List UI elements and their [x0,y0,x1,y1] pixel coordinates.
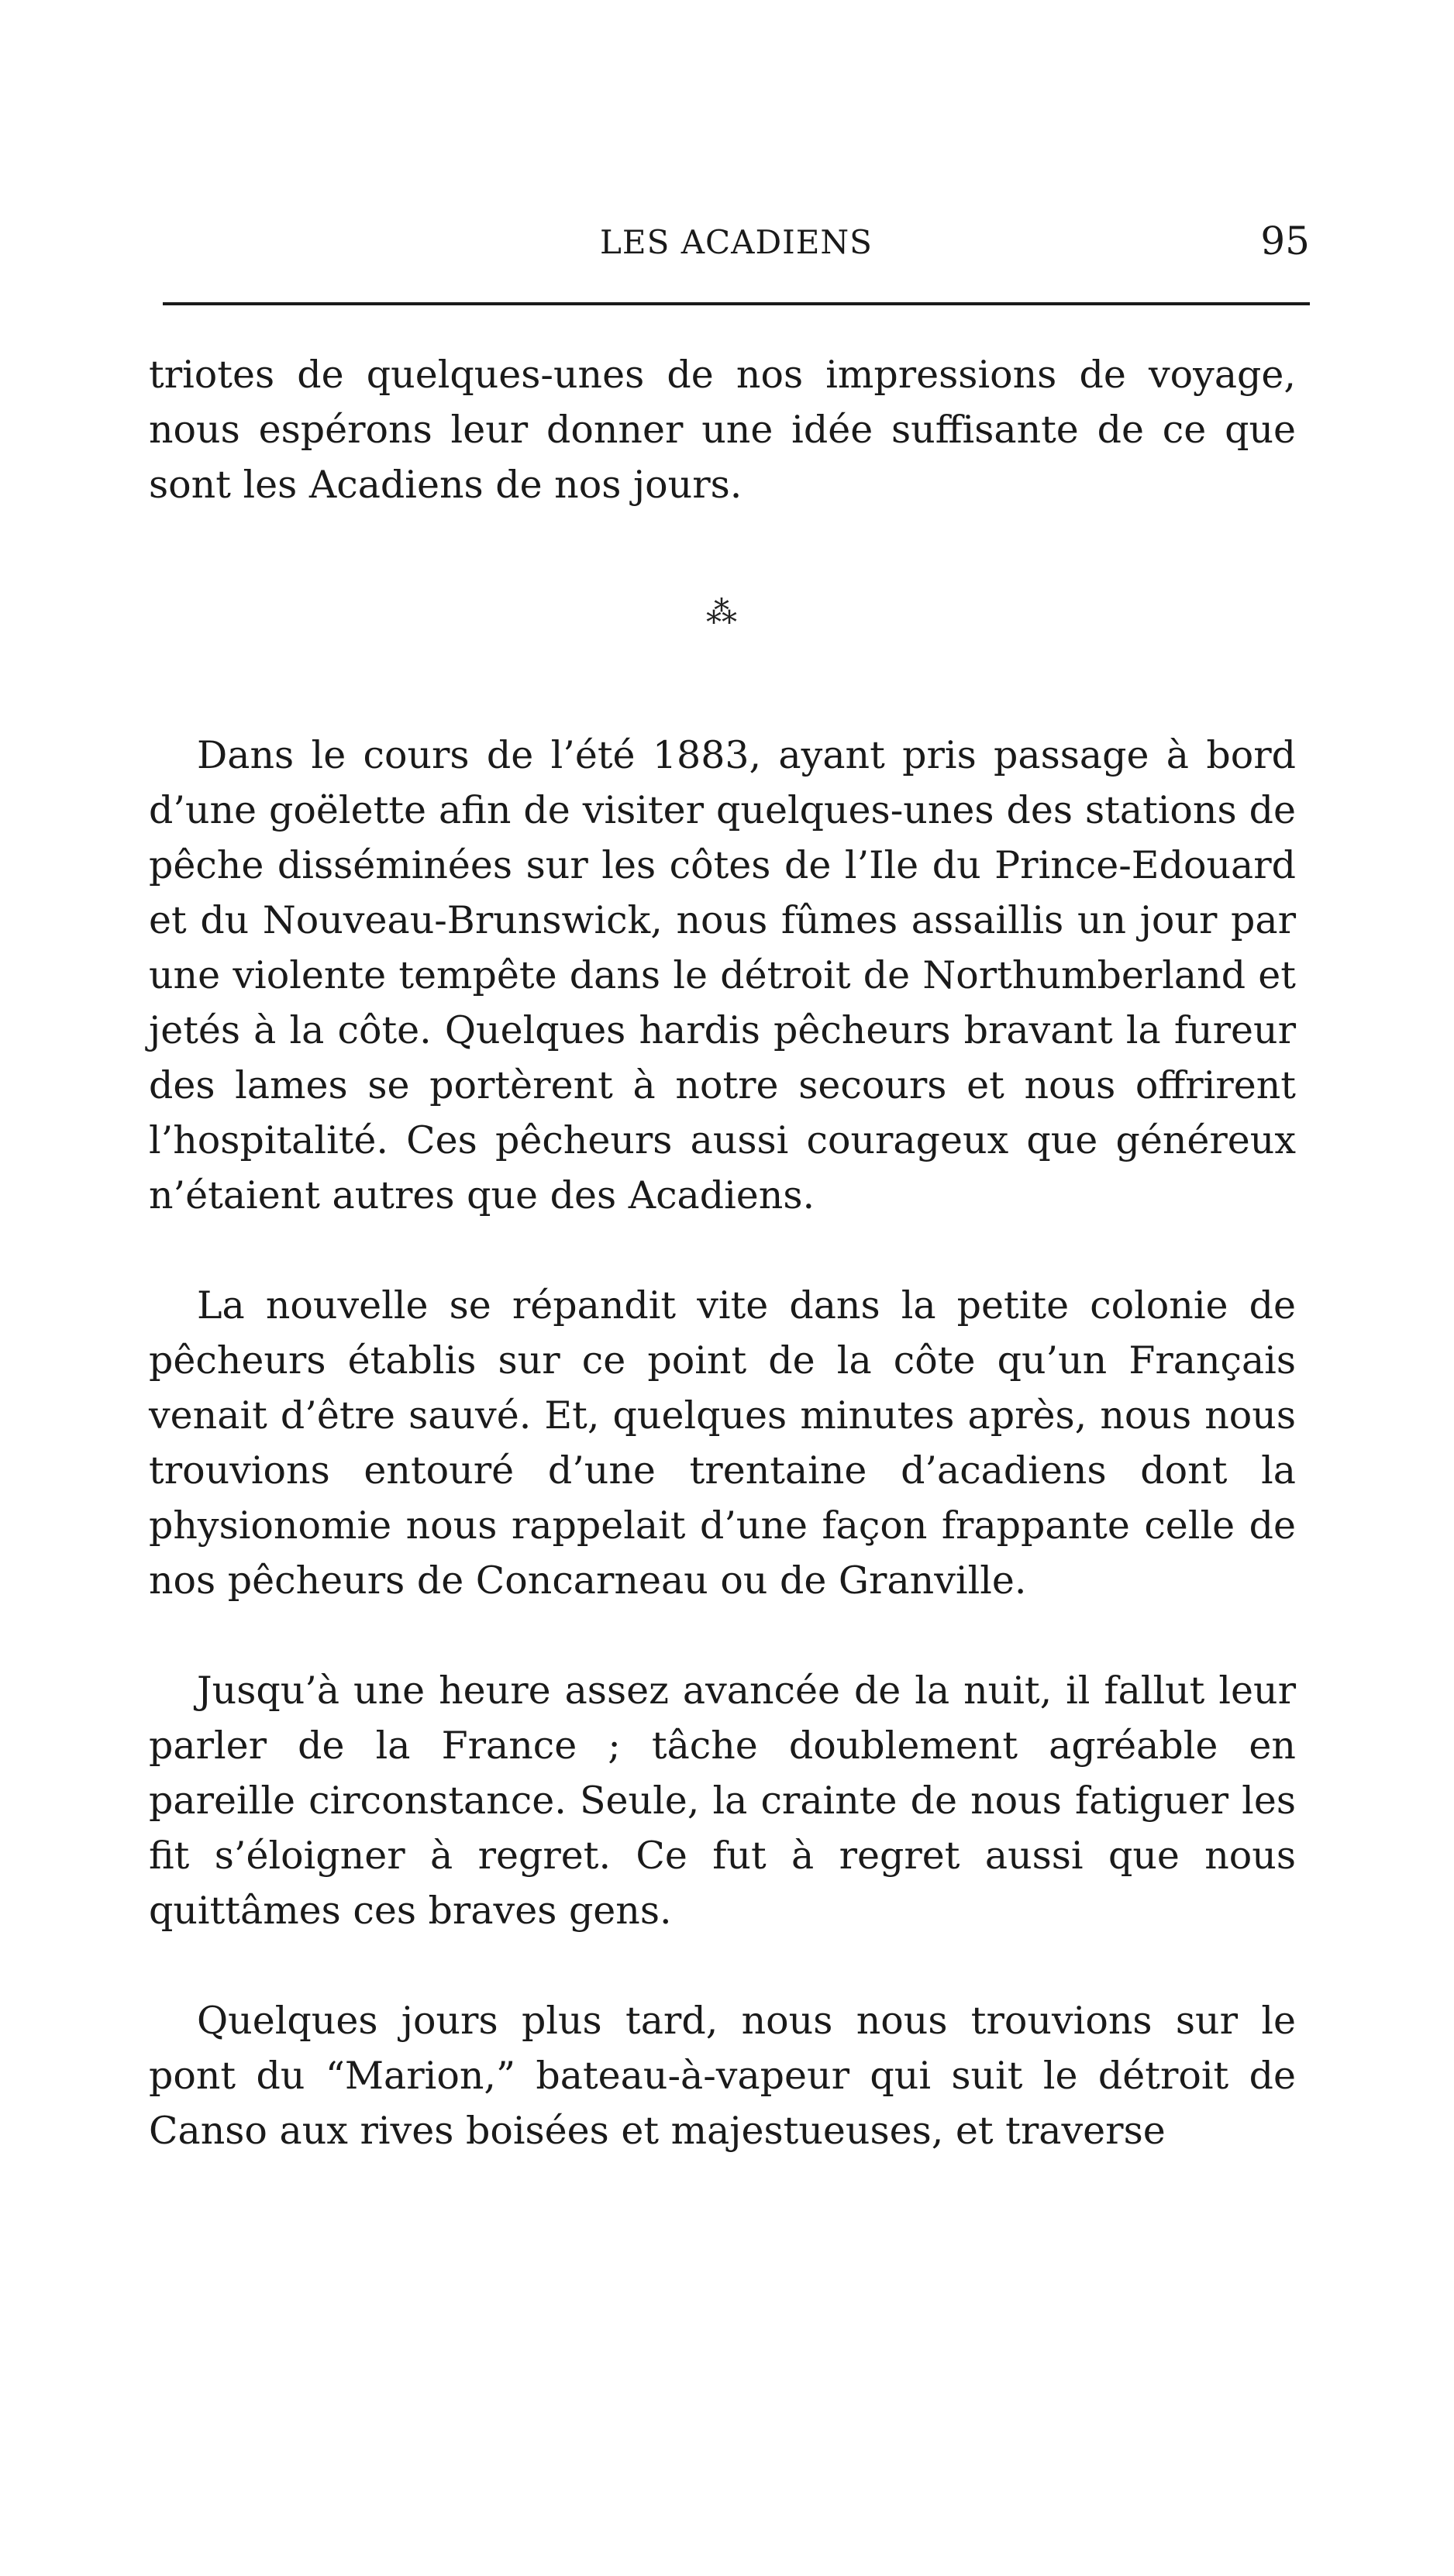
spacer [149,636,1296,728]
paragraph: La nouvelle se répandit vite dans la petite colonie de pêcheurs établis sur ce point de la côte qu’un Français venait d’être sauvé. Et, quelques minutes après, nous nous trouvions entouré d’une trentaine d’acadiens dont la physionomie nous rappelait d’une façon frappante celle de nos pêcheurs de Concarneau ou de Granville. [149,1283,1296,1603]
spacer [149,1938,1296,1993]
header-rule [163,302,1310,305]
paragraph-continuation: triotes de quelques-unes de nos impressions de voyage, nous espérons leur donner une idée suffisante de ce que sont les Acadiens de nos jours. [149,353,1296,507]
paragraph: Jusqu’à une heure assez avancée de la nuit, il fallut leur parler de la France ; tâche doublement agréable en pareille circonstance. Seule, la crainte de nous fatiguer les fit s’éloigner à regret. Ce fut à regret aussi que nous quittâmes ces braves gens. [149,1669,1296,1933]
page-number: 95 [1260,219,1310,263]
paragraph: Dans le cours de l’été 1883, ayant pris passage à bord d’une goëlette afin de visiter quelques-unes des stations de pêche disséminées sur les côtes de l’Ile du Prince-Edouard et du Nouveau-Brunswick, nous fûmes assaillis un jour par une violente tempête dans le détroit de Northumberland et jetés à la côte. Quelques hardis pêcheurs bravant la fureur des lames se portèrent à notre secours et nous offrirent l’hospitalité. Ces pêcheurs aussi courageux que généreux n’étaient autres que des Acadiens. [149,733,1296,1217]
spacer [149,1223,1296,1278]
running-title: LES ACADIENS [600,223,873,261]
spacer [149,1608,1296,1663]
body-text [149,347,1296,2158]
paragraph: Quelques jours plus tard, nous nous trouvions sur le pont du “Marion,” bateau-à-vapeur qui suit le détroit de Canso aux rives boisées et majestueuses, et traverse [149,1999,1296,2153]
running-header [163,219,1310,273]
spacer [149,512,1296,590]
asterism-ornament: ⁂ [706,595,739,631]
